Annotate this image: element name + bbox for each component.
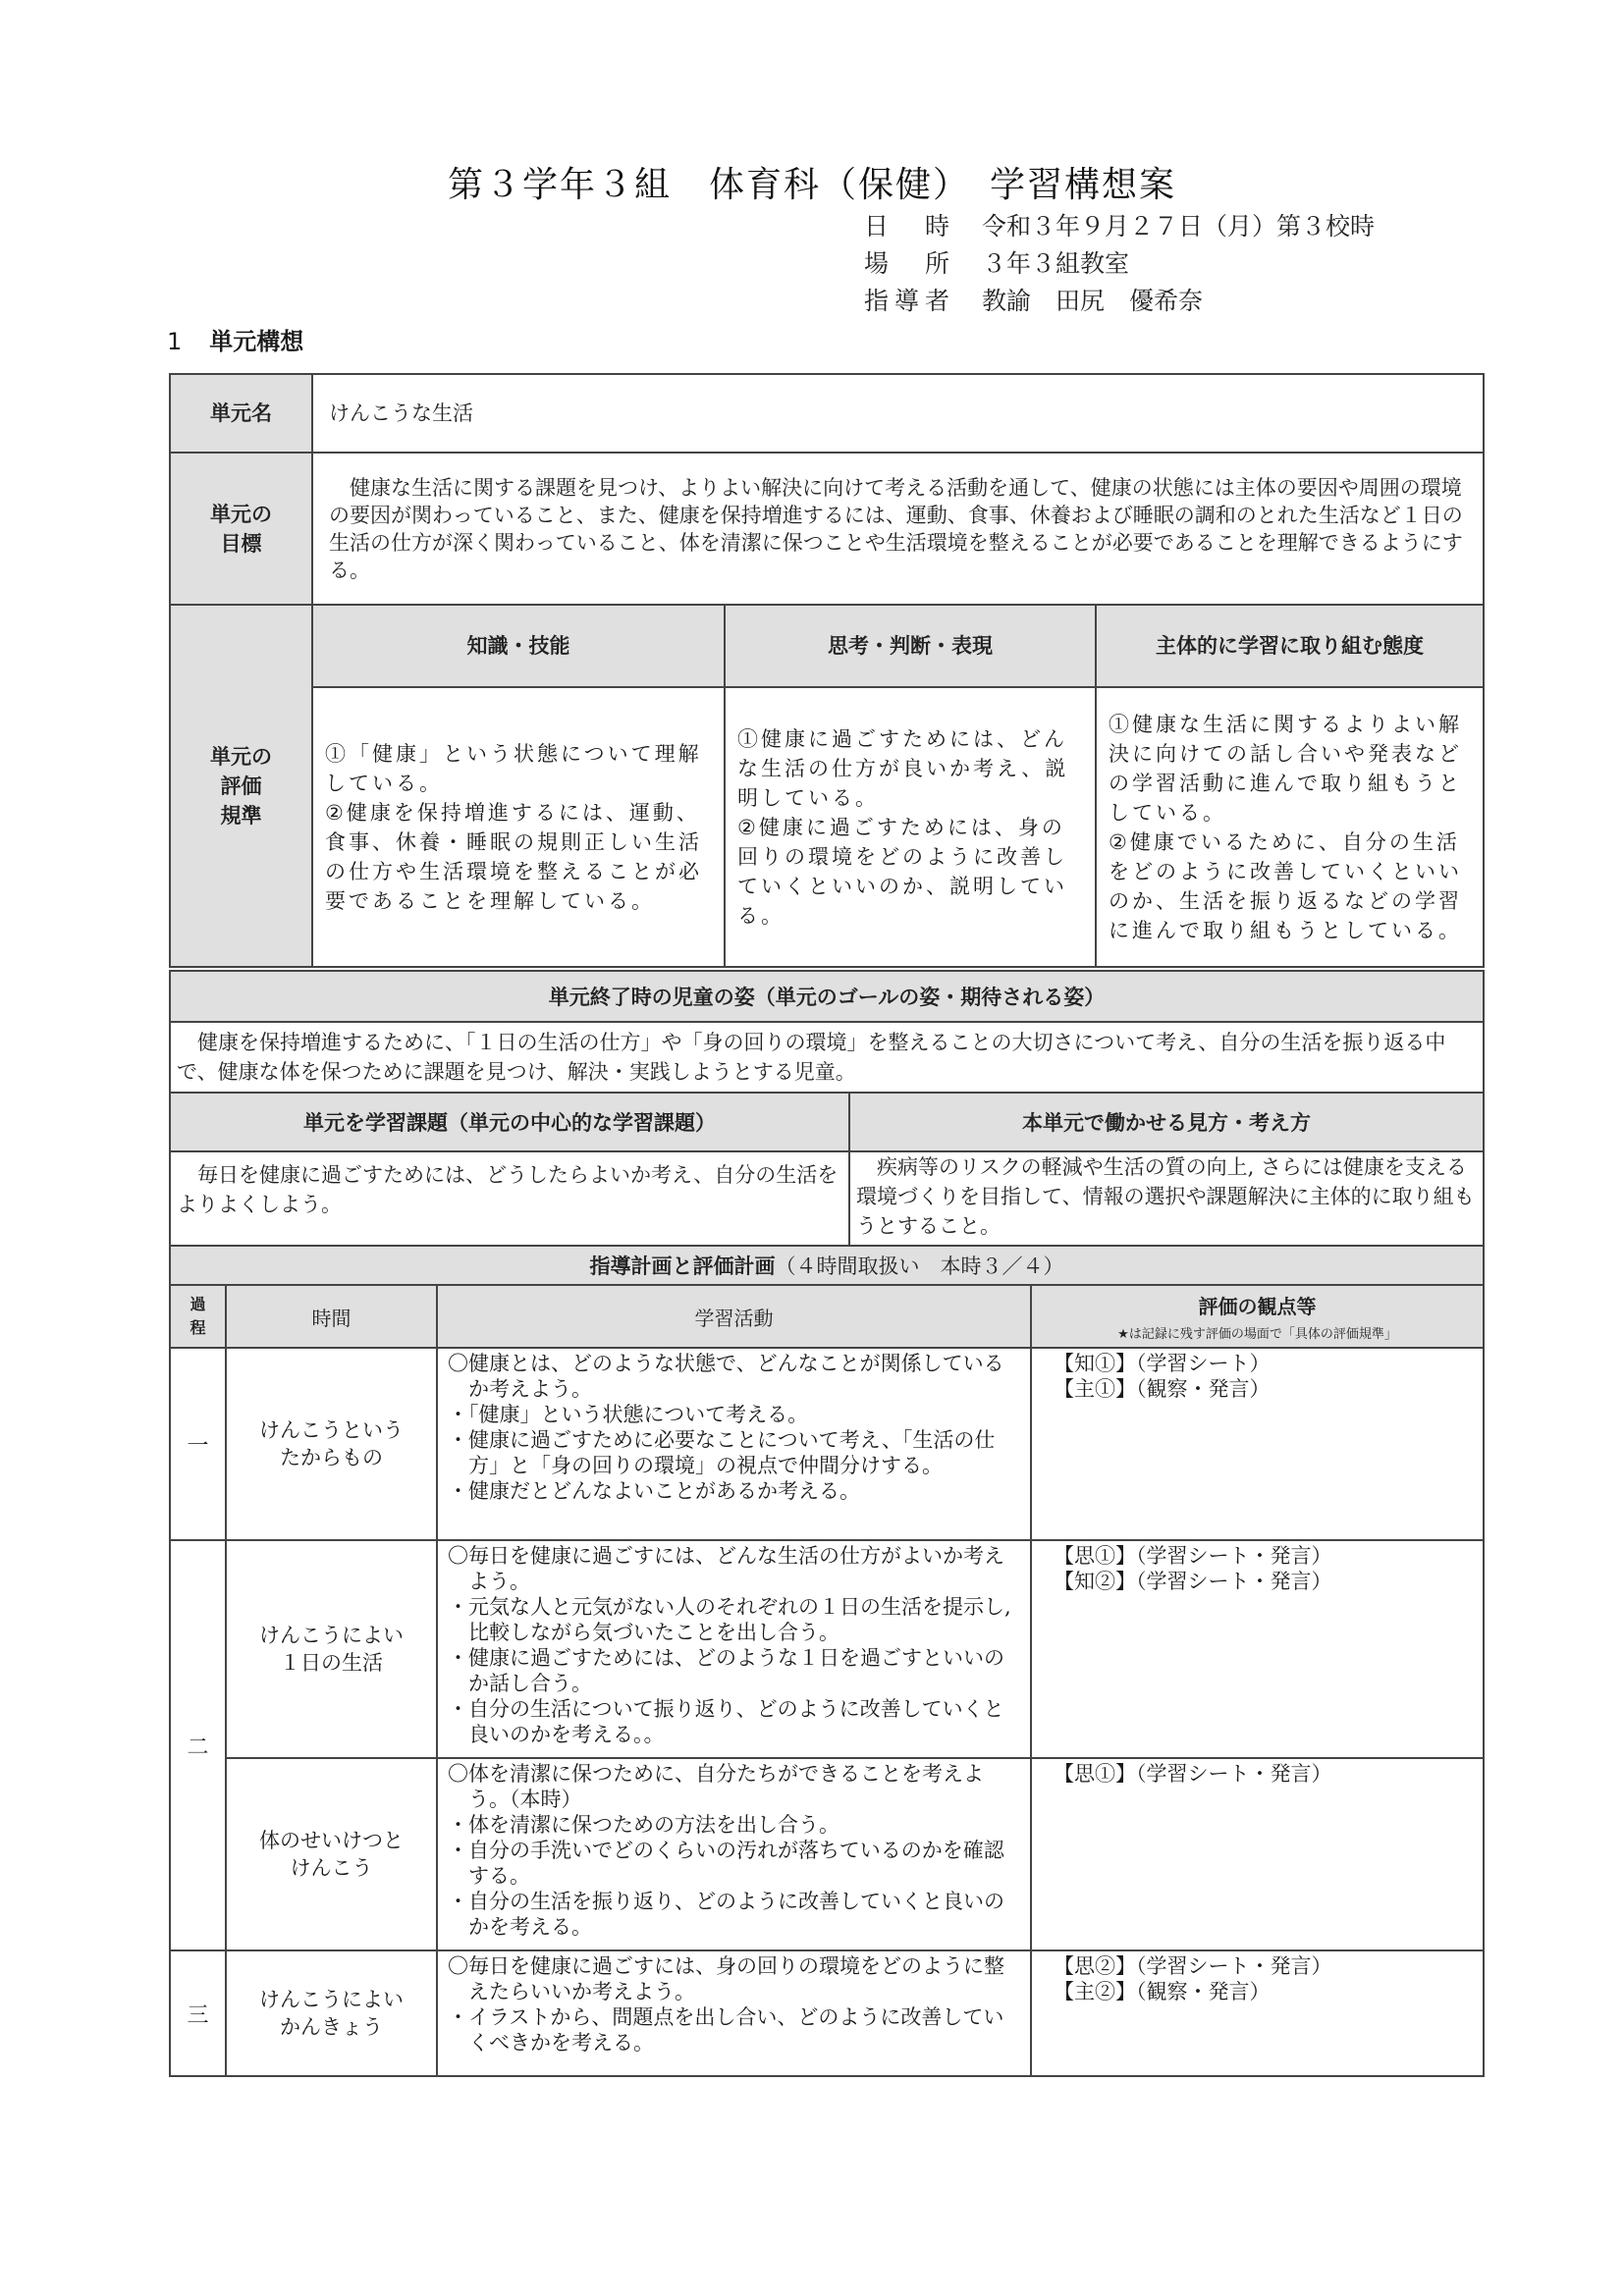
evaluation-item: 【思①】（学習シート・発言） (1054, 1762, 1332, 1786)
goal-figure-body-row (170, 1022, 1484, 1093)
evaluations (1031, 1758, 1484, 1950)
activity-item: ・自分の生活を振り返り、どのように改善していくと良いのかを考える。 (448, 1890, 1004, 1939)
activity-item: ・健康に過ごすために必要なことについて考え、「生活の仕方」と「身の回りの環境」の視点で仲間分けする。 (448, 1428, 996, 1477)
criteria-label-line: 単元の (210, 744, 272, 769)
activity-item: ・体を清潔に保つための方法を出し合う。 (448, 1813, 839, 1837)
activity-item: ・健康だとどんなよいことがあるか考える。 (448, 1479, 860, 1503)
view-header: 本単元で働かせる見方・考え方 (849, 1093, 1484, 1151)
activities (437, 1950, 1031, 2076)
goal-label-line: 目標 (220, 531, 262, 556)
lesson-time (226, 1540, 437, 1758)
col-stage-line: 程 (189, 1318, 206, 1337)
evaluation-item: 【思②】（学習シート・発言） (1054, 1954, 1332, 1978)
lesson-time-line: １日の生活 (280, 1651, 383, 1675)
criteria-knowledge: ①「健康」という状態について理解している。 ②健康を保持増進するには、運動、食事、休養・睡眠の規則正しい生活の仕方や生活環境を整えることが必要であることを理解している。 (312, 687, 725, 967)
col-stage-line: 過 (189, 1295, 206, 1313)
unit-name-label: 単元名 (170, 374, 312, 453)
criteria-body-row (170, 687, 1484, 967)
activity-item: 〇体を清潔に保つために、自分たちができることを考えよう。（本時） (448, 1762, 984, 1811)
unit-goal-label (170, 453, 312, 605)
col-stage (170, 1285, 226, 1348)
plan-row (170, 1950, 1484, 2076)
lesson-time-line: けんこう (290, 1856, 373, 1880)
meta-teacher-value: 教諭 田尻 優希奈 (982, 287, 1204, 315)
plan-row (170, 1540, 1484, 1758)
evaluation-item: 【思①】（学習シート・発言） (1054, 1544, 1332, 1568)
view-text: 疾病等のリスクの軽減や生活の質の向上, さらには健康を支える環境づくりを目指して、情報の選択や課題解決に主体的に取り組もうとすること。 (849, 1151, 1484, 1246)
criteria-label-line: 規準 (220, 803, 262, 828)
section-number: 1 (167, 328, 183, 355)
goal-label-line: 単元の (210, 502, 272, 526)
unit-goal-figure-table (169, 970, 1485, 1247)
col-activity: 学習活動 (437, 1285, 1031, 1348)
criteria-label-line: 評価 (220, 774, 262, 798)
evaluations (1031, 1540, 1484, 1758)
evaluation-item: 【主②】（観察・発言） (1054, 1980, 1271, 2003)
activity-item: ・自分の生活について振り返り、どのように改善していくと良いのかを考える。。 (448, 1697, 1004, 1746)
meta-place (864, 245, 1375, 283)
activities (437, 1348, 1031, 1540)
theme-header: 単元を学習課題（単元の中心的な学習課題） (170, 1093, 849, 1151)
page-title: 第３学年３組 体育科（保健） 学習構想案 (447, 165, 1176, 205)
evaluation-item: 【主①】（観察・発言） (1054, 1377, 1271, 1401)
meta-date (864, 208, 1375, 245)
lesson-time (226, 1950, 437, 2076)
meta-date-value: 令和３年９月２７日（月）第３校時 (982, 212, 1376, 240)
activity-item: ・「健康」という状態について考える。 (448, 1403, 809, 1426)
plan-title-sub: （４時間取扱い 本時３／４） (775, 1255, 1064, 1278)
meta-teacher-label: 指導者 (864, 287, 956, 315)
meta-date-label: 日 時 (864, 212, 956, 240)
criteria-header-row (170, 605, 1484, 687)
plan-table (169, 1245, 1485, 2077)
col-evaluation-note: ★は記録に残す評価の場面で「具体の評価規準」 (1117, 1327, 1397, 1342)
col-evaluation (1031, 1285, 1484, 1348)
criteria-thinking: ①健康に過ごすためには、どんな生活の仕方が良いか考え、説明している。 ②健康に過ごすためには、身の回りの環境をどのように改善していくといいのか、説明している。 (725, 687, 1096, 967)
criteria-attitude: ①健康な生活に関するよりよい解決に向けての話し合いや発表などの学習活動に進んで取り組もうとしている。 ②健康でいるために、自分の生活をどのように改善していくといいのか、生活を振り返るなどの学習に進んで取り組もうとしている。 (1096, 687, 1484, 967)
lesson-time (226, 1758, 437, 1950)
plan-row-current-lesson (170, 1758, 1484, 1950)
stage-number: 三 (170, 1950, 226, 2076)
plan-title (170, 1246, 1484, 1285)
criteria-header-attitude: 主体的に学習に取り組む態度 (1096, 605, 1484, 687)
lesson-time-line: 体のせいけつと (259, 1829, 404, 1852)
activity-item: ・元気な人と元気がない人のそれぞれの１日の生活を提示し,比較しながら気づいたことを出し合う。 (448, 1595, 1011, 1644)
theme-body-row (170, 1151, 1484, 1246)
unit-table (169, 373, 1485, 968)
evaluations (1031, 1348, 1484, 1540)
goal-figure-header-row (170, 971, 1484, 1022)
theme-text: 毎日を健康に過ごすためには、どうしたらよいか考え、自分の生活をよりよくしよう。 (170, 1151, 849, 1246)
activity-item: 〇毎日を健康に過ごすには、どんな生活の仕方がよいか考えよう。 (448, 1544, 1004, 1593)
meta-place-label: 場 所 (864, 249, 956, 278)
evaluation-item: 【知②】（学習シート・発言） (1054, 1570, 1332, 1593)
activity-item: ・イラストから、問題点を出し合い、どのように改善していくべきかを考える。 (448, 2005, 1004, 2055)
evaluations (1031, 1950, 1484, 2076)
lesson-time-line: たからもの (280, 1446, 383, 1469)
section-title: 単元構想 (209, 328, 304, 355)
activity-item: ・自分の手洗いでどのくらいの汚れが落ちているのかを確認する。 (448, 1839, 1004, 1888)
lesson-time-line: けんこうという (259, 1418, 404, 1442)
activity-item: 〇毎日を健康に過ごすには、身の回りの環境をどのように整えたらいいか考えよう。 (448, 1954, 1004, 2003)
col-evaluation-title: 評価の観点等 (1198, 1295, 1317, 1318)
activity-item: 〇健康とは、どのような状態で、どんなことが関係しているか考えよう。 (448, 1352, 1004, 1401)
criteria-label (170, 605, 312, 967)
goal-figure-text: 健康を保持増進するために、「１日の生活の仕方」や「身の回りの環境」を整えることの大切さについて考え、自分の生活を振り返る中で、健康な体を保つために課題を見つけ、解決・実践しようとする児童。 (170, 1022, 1484, 1093)
meta-teacher (864, 283, 1375, 320)
meta-place-value: ３年３組教室 (982, 249, 1130, 278)
unit-goal-text: 健康な生活に関する課題を見つけ、よりよい解決に向けて考える活動を通して、健康の状態には主体の要因や周囲の環境の要因が関わっていること、また、健康を保持増進するには、運動、食事、休養および睡眠の調和のとれた生活など１日の生活の仕方が深く関わっていること、体を清潔に保つことや生活環境を整えることが必要であることを理解できるようにする。 (312, 453, 1484, 605)
evaluation-item: 【知①】（学習シート） (1054, 1352, 1271, 1375)
activity-item: ・健康に過ごすためには、どのような１日を過ごすといいのか話し合う。 (448, 1646, 1004, 1695)
lesson-time (226, 1348, 437, 1540)
criteria-header-thinking: 思考・判断・表現 (725, 605, 1096, 687)
criteria-header-knowledge: 知識・技能 (312, 605, 725, 687)
section-heading (167, 322, 303, 356)
unit-goal-row (170, 453, 1484, 605)
unit-name-row (170, 374, 1484, 453)
goal-figure-header: 単元終了時の児童の姿（単元のゴールの姿・期待される姿） (170, 971, 1484, 1022)
plan-row (170, 1348, 1484, 1540)
plan-col-header-row (170, 1285, 1484, 1348)
unit-name-value: けんこうな生活 (312, 374, 1484, 453)
theme-header-row (170, 1093, 1484, 1151)
stage-number: 一 (170, 1348, 226, 1540)
plan-title-main: 指導計画と評価計画 (589, 1255, 776, 1278)
activities (437, 1540, 1031, 1758)
lesson-meta (864, 208, 1375, 320)
plan-title-row (170, 1246, 1484, 1285)
activities (437, 1758, 1031, 1950)
lesson-time-line: かんきょう (280, 2015, 383, 2039)
lesson-time-line: けんこうによい (259, 1988, 404, 2011)
lesson-time-line: けんこうによい (259, 1624, 404, 1647)
col-time: 時間 (226, 1285, 437, 1348)
stage-number: 二 (170, 1540, 226, 1950)
